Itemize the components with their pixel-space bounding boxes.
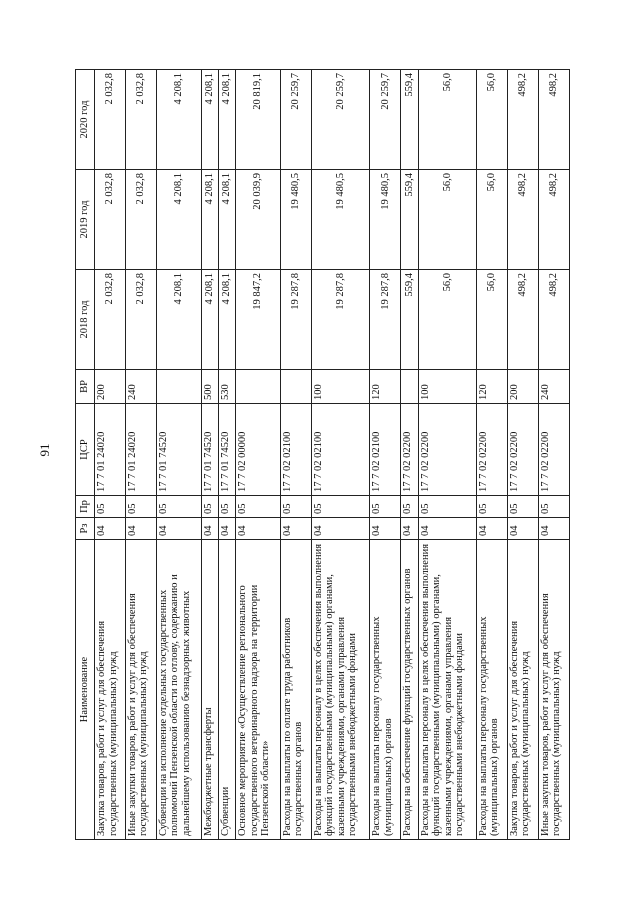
header-2020: 2020 год	[76, 70, 95, 170]
cell-name: Закупка товаров, работ и услуг для обеспечения государственных (муниципальных) нужд	[507, 540, 538, 840]
cell-csr: 17 7 01 74520	[201, 404, 218, 496]
table-row	[280, 70, 311, 840]
cell-2018: 498,2	[538, 270, 569, 370]
cell-name: Расходы на выплаты персоналу государственных (муниципальных) органов	[476, 540, 507, 840]
cell-vr	[236, 370, 281, 404]
header-row	[76, 70, 95, 840]
cell-vr	[156, 370, 201, 404]
cell-vr	[280, 370, 311, 404]
cell-pr: 05	[538, 496, 569, 518]
cell-2019: 56,0	[418, 170, 476, 270]
cell-2018: 19 287,8	[280, 270, 311, 370]
cell-2019: 559,4	[401, 170, 418, 270]
cell-2020: 20 259,7	[370, 70, 401, 170]
cell-vr: 120	[370, 370, 401, 404]
cell-2019: 4 208,1	[201, 170, 218, 270]
table-row	[538, 70, 569, 840]
cell-csr: 17 7 01 74520	[218, 404, 235, 496]
table-row	[476, 70, 507, 840]
cell-2018: 559,4	[401, 270, 418, 370]
table-row	[156, 70, 201, 840]
header-2018: 2018 год	[76, 270, 95, 370]
table-row	[125, 70, 156, 840]
cell-pr: 05	[236, 496, 281, 518]
cell-name: Иные закупки товаров, работ и услуг для обеспечения государственных (муниципальных) нужд	[125, 540, 156, 840]
cell-pr: 05	[401, 496, 418, 518]
cell-2020: 498,2	[507, 70, 538, 170]
cell-csr: 17 7 02 02200	[418, 404, 476, 496]
cell-2019: 56,0	[476, 170, 507, 270]
cell-2020: 20 819,1	[236, 70, 281, 170]
cell-vr: 200	[507, 370, 538, 404]
cell-pr: 05	[95, 496, 126, 518]
cell-csr: 17 7 02 02100	[311, 404, 369, 496]
cell-vr: 120	[476, 370, 507, 404]
cell-2020: 559,4	[401, 70, 418, 170]
cell-2018: 4 208,1	[218, 270, 235, 370]
cell-2020: 498,2	[538, 70, 569, 170]
cell-name: Расходы на обеспечение функций государственных органов	[401, 540, 418, 840]
cell-pr: 05	[156, 496, 201, 518]
header-vr: ВР	[76, 370, 95, 404]
table-row	[95, 70, 126, 840]
cell-pr: 05	[507, 496, 538, 518]
table-row	[418, 70, 476, 840]
table-row	[507, 70, 538, 840]
cell-name: Расходы на выплаты персоналу в целях обеспечения выполнения функций государственными (муниципальными) органами, казенными учреждениями, органами управления государственными внебюджетными фондами	[311, 540, 369, 840]
table-row	[311, 70, 369, 840]
table-row	[201, 70, 218, 840]
cell-name: Субвенции	[218, 540, 235, 840]
cell-pr: 05	[280, 496, 311, 518]
cell-name: Субвенции на исполнение отдельных государственных полномочий Пензенской области по отлову, содержанию и дальнейшему использованию безнадзорных животных	[156, 540, 201, 840]
cell-2019: 19 480,5	[280, 170, 311, 270]
cell-2020: 20 259,7	[280, 70, 311, 170]
cell-2019: 498,2	[507, 170, 538, 270]
cell-pr: 05	[370, 496, 401, 518]
cell-2020: 4 208,1	[201, 70, 218, 170]
cell-rz: 04	[218, 518, 235, 540]
cell-2020: 2 032,8	[125, 70, 156, 170]
cell-rz: 04	[311, 518, 369, 540]
table-row	[370, 70, 401, 840]
cell-rz: 04	[507, 518, 538, 540]
cell-vr: 200	[95, 370, 126, 404]
cell-name: Расходы на выплаты по оплате труда работников государственных органов	[280, 540, 311, 840]
table-frame	[75, 70, 570, 840]
table-row	[218, 70, 235, 840]
cell-pr: 05	[476, 496, 507, 518]
cell-name: Закупка товаров, работ и услуг для обеспечения государственных (муниципальных) нужд	[95, 540, 126, 840]
cell-2019: 20 039,9	[236, 170, 281, 270]
cell-vr: 500	[201, 370, 218, 404]
cell-2019: 19 480,5	[311, 170, 369, 270]
cell-csr: 17 7 01 24020	[125, 404, 156, 496]
cell-2019: 4 208,1	[218, 170, 235, 270]
cell-2018: 19 847,2	[236, 270, 281, 370]
cell-name: Расходы на выплаты персоналу государственных (муниципальных) органов	[370, 540, 401, 840]
cell-pr: 05	[311, 496, 369, 518]
cell-csr: 17 7 02 02200	[401, 404, 418, 496]
cell-2020: 4 208,1	[156, 70, 201, 170]
header-rz: Рз	[76, 518, 95, 540]
cell-csr: 17 7 02 02200	[538, 404, 569, 496]
cell-vr: 100	[311, 370, 369, 404]
cell-name: Основное мероприятие «Осуществление регионального государственного ветеринарного надзора на территории Пензенской области»	[236, 540, 281, 840]
cell-2020: 2 032,8	[95, 70, 126, 170]
cell-2020: 4 208,1	[218, 70, 235, 170]
page-number: 91	[37, 443, 52, 457]
cell-csr: 17 7 02 02200	[507, 404, 538, 496]
cell-csr: 17 7 02 00000	[236, 404, 281, 496]
cell-csr: 17 7 01 24020	[95, 404, 126, 496]
cell-rz: 04	[125, 518, 156, 540]
cell-2019: 4 208,1	[156, 170, 201, 270]
cell-2018: 4 208,1	[201, 270, 218, 370]
cell-2018: 56,0	[476, 270, 507, 370]
header-name: Наименование	[76, 540, 95, 840]
cell-2018: 2 032,8	[95, 270, 126, 370]
cell-rz: 04	[418, 518, 476, 540]
cell-2019: 2 032,8	[95, 170, 126, 270]
cell-pr: 05	[218, 496, 235, 518]
cell-2019: 498,2	[538, 170, 569, 270]
cell-name: Иные закупки товаров, работ и услуг для обеспечения государственных (муниципальных) нужд	[538, 540, 569, 840]
header-pr: Пр	[76, 496, 95, 518]
cell-2019: 2 032,8	[125, 170, 156, 270]
cell-csr: 17 7 01 74520	[156, 404, 201, 496]
cell-rz: 04	[236, 518, 281, 540]
cell-rz: 04	[538, 518, 569, 540]
cell-name: Расходы на выплаты персоналу в целях обеспечения выполнения функций государственными (муниципальными) органами, казенными учреждениями, органами управления государственными внебюджетными фондами	[418, 540, 476, 840]
cell-csr: 17 7 02 02100	[280, 404, 311, 496]
cell-rz: 04	[95, 518, 126, 540]
cell-csr: 17 7 02 02100	[370, 404, 401, 496]
cell-2020: 56,0	[476, 70, 507, 170]
cell-2018: 4 208,1	[156, 270, 201, 370]
table-row	[401, 70, 418, 840]
cell-2020: 20 259,7	[311, 70, 369, 170]
cell-rz: 04	[370, 518, 401, 540]
cell-vr: 240	[538, 370, 569, 404]
cell-rz: 04	[201, 518, 218, 540]
cell-pr: 05	[201, 496, 218, 518]
table-row	[236, 70, 281, 840]
cell-2018: 56,0	[418, 270, 476, 370]
header-2019: 2019 год	[76, 170, 95, 270]
cell-rz: 04	[476, 518, 507, 540]
cell-name: Межбюджетные трансферты	[201, 540, 218, 840]
cell-vr: 240	[125, 370, 156, 404]
cell-rz: 04	[280, 518, 311, 540]
cell-rz: 04	[156, 518, 201, 540]
cell-pr: 05	[125, 496, 156, 518]
cell-2019: 19 480,5	[370, 170, 401, 270]
cell-csr: 17 7 02 02200	[476, 404, 507, 496]
cell-2018: 2 032,8	[125, 270, 156, 370]
cell-vr: 100	[418, 370, 476, 404]
cell-2018: 498,2	[507, 270, 538, 370]
header-csr: ЦСР	[76, 404, 95, 496]
cell-pr: 05	[418, 496, 476, 518]
cell-rz: 04	[401, 518, 418, 540]
cell-2020: 56,0	[418, 70, 476, 170]
budget-table	[75, 69, 570, 840]
table-body	[95, 70, 570, 840]
cell-vr	[401, 370, 418, 404]
cell-vr: 530	[218, 370, 235, 404]
cell-2018: 19 287,8	[370, 270, 401, 370]
cell-2018: 19 287,8	[311, 270, 369, 370]
